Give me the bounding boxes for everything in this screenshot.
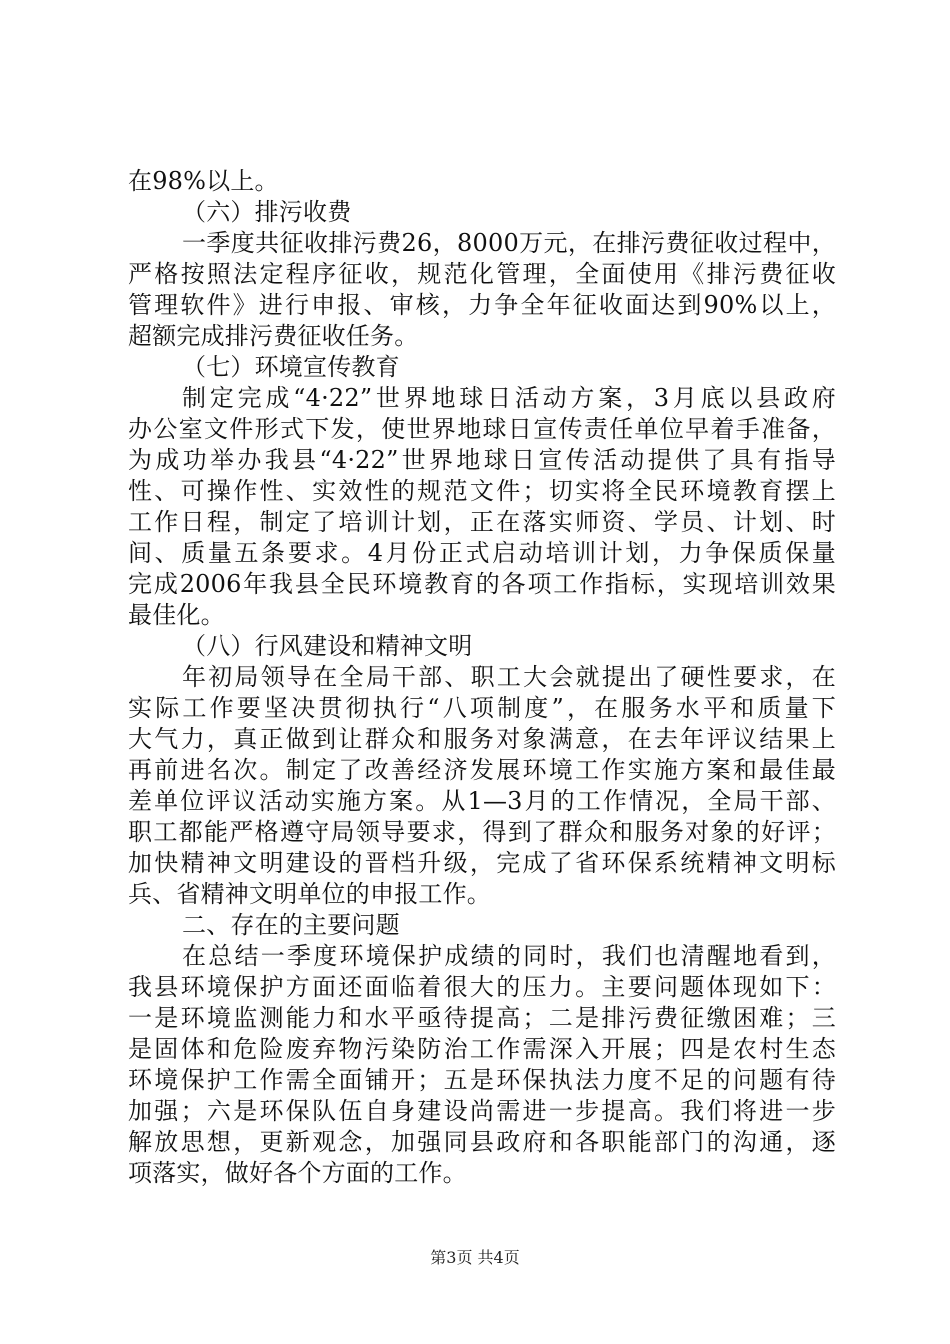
text-line: 二、存在的主要问题 — [182, 911, 400, 939]
text-line: 严格按照法定程序征收，规范化管理，全面使用《排污费征收 — [128, 260, 836, 288]
text-line: 我县环境保护方面还面临着很大的压力。主要问题体现如下： — [128, 973, 836, 1001]
text-line: 在总结一季度环境保护成绩的同时，我们也清醒地看到， — [182, 942, 836, 970]
text-line: 制定完成“4·22”世界地球日活动方案，3月底以县政府 — [182, 384, 836, 412]
text-line: （六）排污收费 — [182, 198, 352, 226]
text-line: 项落实，做好各个方面的工作。 — [128, 1159, 467, 1187]
text-line: 超额完成排污费征收任务。 — [128, 322, 419, 350]
document-body — [128, 166, 836, 1189]
text-line: 办公室文件形式下发，使世界地球日宣传责任单位早着手准备， — [128, 415, 836, 443]
text-line: （八）行风建设和精神文明 — [182, 632, 473, 660]
text-line: 工作日程，制定了培训计划，正在落实师资、学员、计划、时 — [128, 508, 836, 536]
text-line: 最佳化。 — [128, 601, 225, 629]
text-line: 实际工作要坚决贯彻执行“八项制度”，在服务水平和质量下 — [128, 694, 836, 722]
text-line: 加快精神文明建设的晋档升级，完成了省环保系统精神文明标 — [128, 849, 836, 877]
text-line: 是固体和危险废弃物污染防治工作需深入开展；四是农村生态 — [128, 1035, 836, 1063]
text-line: 为成功举办我县“4·22”世界地球日宣传活动提供了具有指导 — [128, 446, 836, 474]
text-line: （七）环境宣传教育 — [182, 353, 400, 381]
text-line: 管理软件》进行申报、审核，力争全年征收面达到90%以上， — [128, 291, 836, 319]
text-line: 解放思想，更新观念，加强同县政府和各职能部门的沟通，逐 — [128, 1128, 836, 1156]
text-line: 环境保护工作需全面铺开；五是环保执法力度不足的问题有待 — [128, 1066, 836, 1094]
text-line: 间、质量五条要求。4月份正式启动培训计划，力争保质保量 — [128, 539, 836, 567]
text-line: 职工都能严格遵守局领导要求，得到了群众和服务对象的好评； — [128, 818, 836, 846]
text-line: 一季度共征收排污费26，8000万元，在排污费征收过程中， — [182, 229, 836, 257]
text-line: 再前进名次。制定了改善经济发展环境工作实施方案和最佳最 — [128, 756, 836, 784]
text-line: 完成2006年我县全民环境教育的各项工作指标，实现培训效果 — [128, 570, 836, 598]
text-line: 差单位评议活动实施方案。从1—3月的工作情况，全局干部、 — [128, 787, 836, 815]
page-number-footer: 第3页 共4页 — [430, 1248, 520, 1267]
text-line: 性、可操作性、实效性的规范文件；切实将全民环境教育摆上 — [128, 477, 836, 505]
text-line: 一是环境监测能力和水平亟待提高；二是排污费征缴困难；三 — [128, 1004, 836, 1032]
text-line: 加强；六是环保队伍自身建设尚需进一步提高。我们将进一步 — [128, 1097, 836, 1125]
text-line: 在98%以上。 — [128, 167, 279, 195]
text-line: 兵、省精神文明单位的申报工作。 — [128, 880, 491, 908]
text-line: 年初局领导在全局干部、职工大会就提出了硬性要求，在 — [182, 663, 836, 691]
text-line: 大气力，真正做到让群众和服务对象满意，在去年评议结果上 — [128, 725, 836, 753]
